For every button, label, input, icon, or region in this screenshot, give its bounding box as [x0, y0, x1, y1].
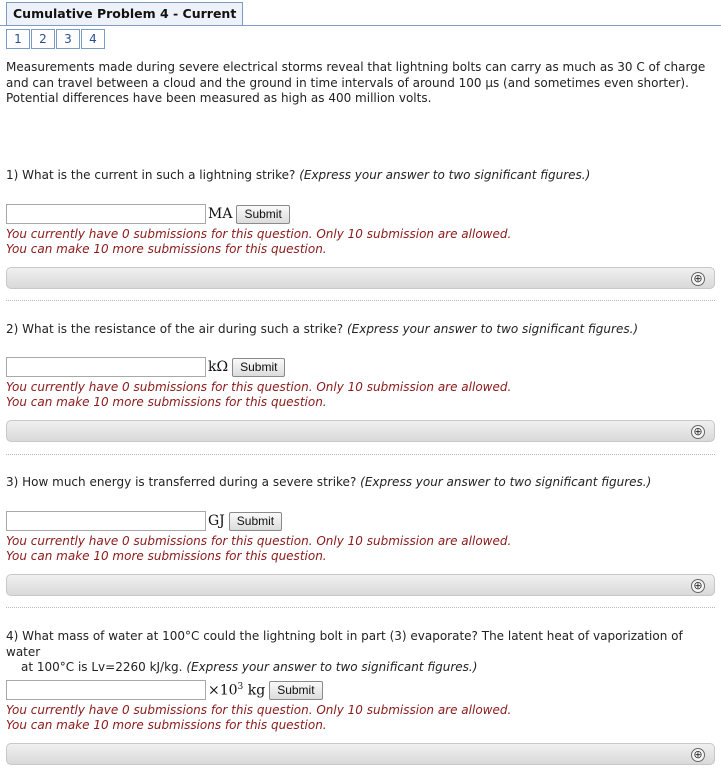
question-2 [6, 322, 711, 338]
submission-remaining-3: You can make 10 more submissions for this question. [6, 549, 327, 563]
question-4-hint: (Express your answer to two significant figures.) [186, 660, 478, 674]
question-1 [6, 168, 711, 184]
question-4-text-line2-wrap [6, 660, 711, 676]
problem-intro: Measurements made during severe electrical storms reveal that lightning bolts can carry as much as 30 C of charge and can travel between a cloud and the ground in time intervals of around 100 μs (and sometimes even shorter). Potential differences have been measured as high as 400 million volts. [6, 60, 706, 105]
submission-status-1: You currently have 0 submissions for this question. Only 10 submission are allowed. [6, 227, 512, 241]
expand-bar-2[interactable] [6, 420, 715, 442]
submit-button-3[interactable]: Submit [229, 512, 282, 531]
expand-bar-4[interactable] [6, 743, 715, 765]
question-3-text: 3) How much energy is transferred during a severe strike? [6, 475, 357, 489]
submission-remaining-2: You can make 10 more submissions for this question. [6, 395, 327, 409]
question-1-text: 1) What is the current in such a lightning strike? [6, 168, 296, 182]
title-bar [0, 0, 721, 26]
question-3 [6, 475, 711, 491]
submission-status-2: You currently have 0 submissions for this question. Only 10 submission are allowed. [6, 380, 512, 394]
answer-unit-3: GJ [208, 513, 225, 529]
answer-input-4[interactable] [6, 680, 206, 700]
answer-row-3 [6, 511, 282, 531]
submit-button-1[interactable]: Submit [236, 205, 289, 224]
submission-remaining-4: You can make 10 more submissions for this question. [6, 718, 327, 732]
answer-row-4 [6, 680, 323, 700]
plus-circle-icon[interactable]: ⊕ [691, 579, 705, 593]
question-4 [6, 629, 711, 676]
question-3-hint: (Express your answer to two significant figures.) [360, 475, 652, 489]
plus-circle-icon[interactable]: ⊕ [691, 748, 705, 762]
answer-input-1[interactable] [6, 204, 206, 224]
plus-circle-icon[interactable]: ⊕ [691, 272, 705, 286]
page-title: Cumulative Problem 4 - Current [6, 2, 243, 25]
answer-input-3[interactable] [6, 511, 206, 531]
page-navigation [6, 29, 106, 49]
question-2-hint: (Express your answer to two significant figures.) [346, 322, 639, 336]
page-link-3[interactable]: 3 [56, 29, 80, 49]
page-link-1[interactable]: 1 [6, 29, 30, 49]
question-divider [6, 300, 715, 301]
question-4-text-line1: 4) What mass of water at 100°C could the lightning bolt in part (3) evaporate? The latent heat of vaporization of water [6, 629, 683, 659]
submit-button-2[interactable]: Submit [232, 358, 285, 377]
page-link-2[interactable]: 2 [31, 29, 55, 49]
unit-suffix: kg [243, 682, 266, 699]
submission-status-3: You currently have 0 submissions for this question. Only 10 submission are allowed. [6, 534, 512, 548]
unit-multiplier: ×10 [208, 682, 238, 699]
question-divider [6, 454, 715, 455]
unit-exponent: 3 [237, 681, 244, 692]
question-divider [6, 607, 715, 608]
answer-input-2[interactable] [6, 357, 206, 377]
expand-bar-1[interactable] [6, 267, 715, 289]
answer-row-2 [6, 357, 285, 377]
submission-remaining-1: You can make 10 more submissions for this question. [6, 242, 327, 256]
page-link-4[interactable]: 4 [81, 29, 105, 49]
question-4-text-line2: at 100°C is Lv=2260 kJ/kg. [21, 660, 183, 674]
answer-unit-1: MA [208, 206, 233, 222]
question-2-text: 2) What is the resistance of the air during such a strike? [6, 322, 344, 336]
plus-circle-icon[interactable]: ⊕ [691, 425, 705, 439]
expand-bar-3[interactable] [6, 574, 715, 596]
question-1-hint: (Express your answer to two significant figures.) [299, 168, 591, 182]
answer-unit-2: kΩ [208, 359, 229, 375]
answer-unit-4 [208, 682, 265, 699]
submission-status-4: You currently have 0 submissions for this question. Only 10 submission are allowed. [6, 703, 512, 717]
submit-button-4[interactable]: Submit [269, 681, 322, 700]
answer-row-1 [6, 204, 290, 224]
